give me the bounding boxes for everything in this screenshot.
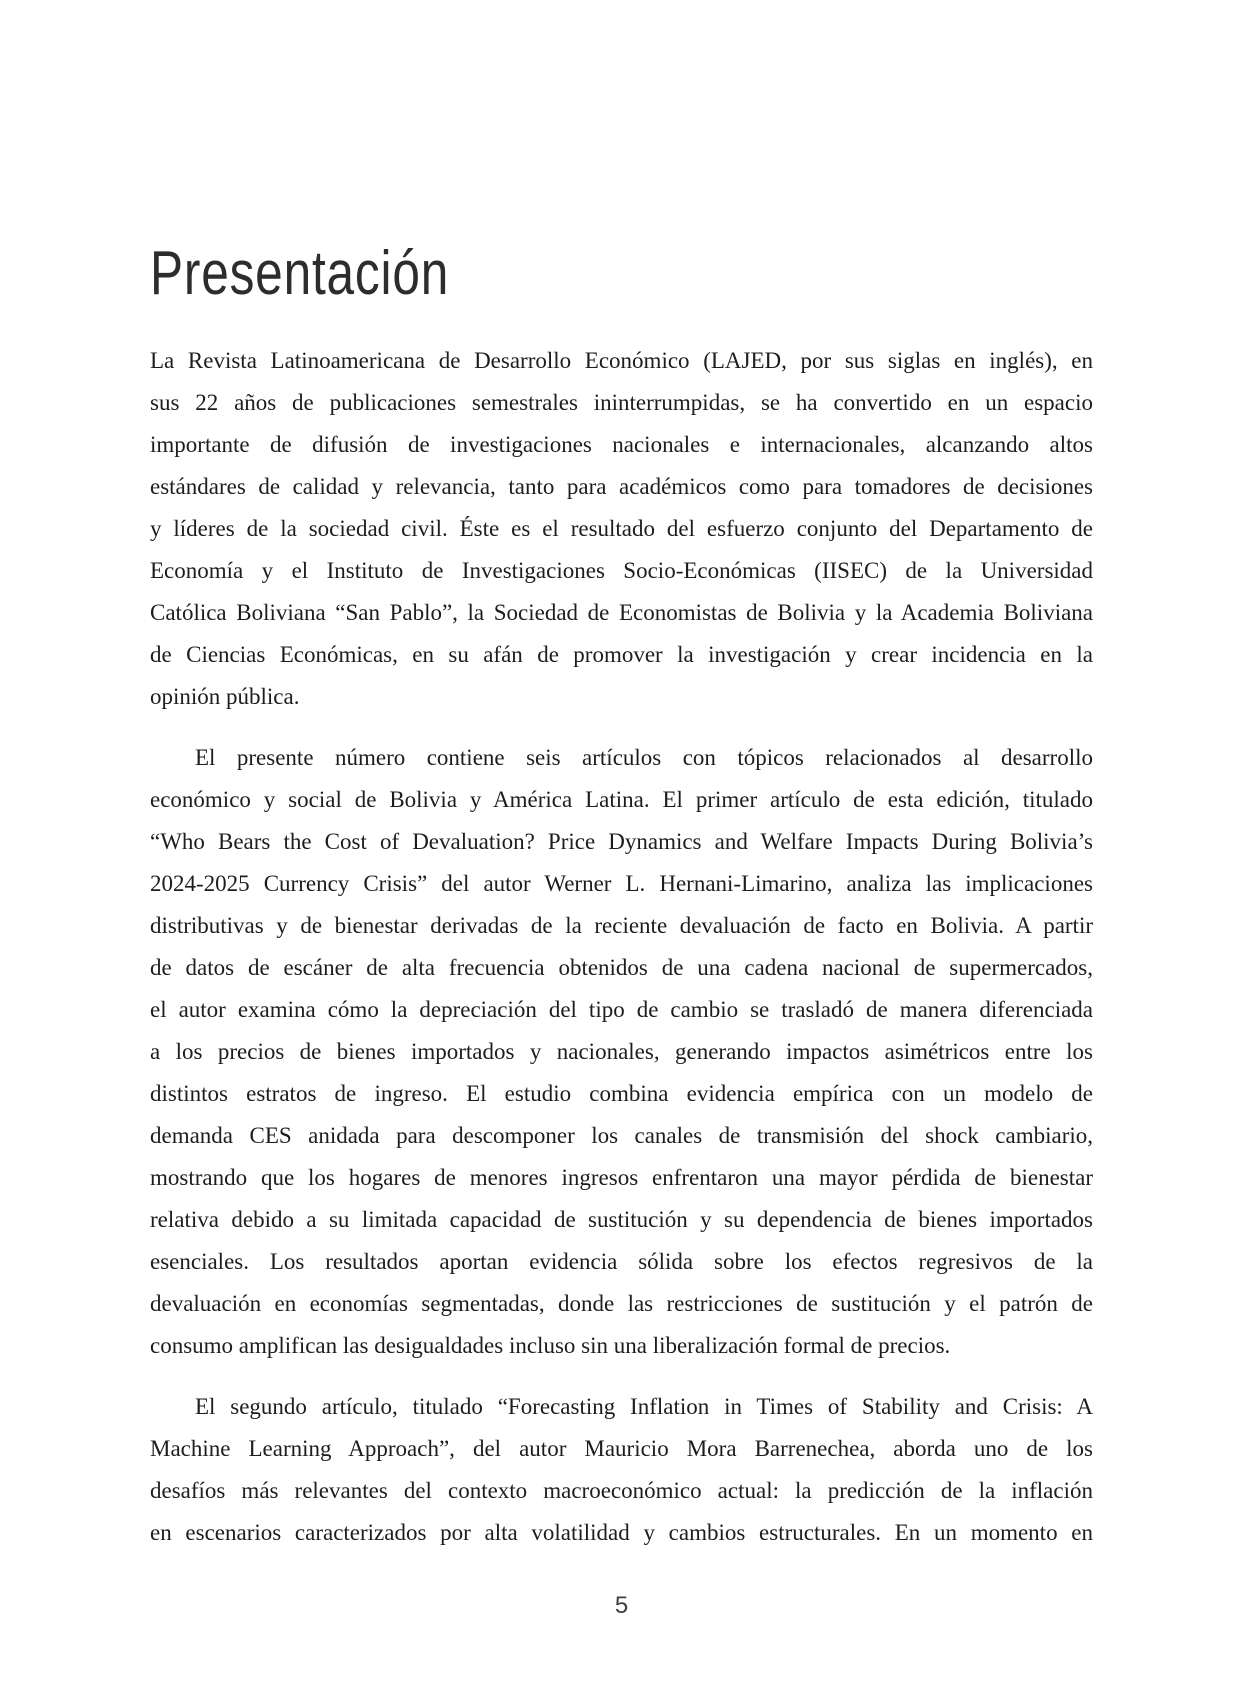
text-line: “Who Bears the Cost of Devaluation? Price Dynamics and Welfare Impacts During Bolivia’s <box>150 829 1093 854</box>
text-line: de datos de escáner de alta frecuencia obtenidos de una cadena nacional de supermercados, <box>150 955 1093 980</box>
text-body <box>150 340 1093 1573</box>
text-line: El segundo artículo, titulado “Forecasting Inflation in Times of Stability and Crisis: A <box>195 1394 1093 1419</box>
text-line: el autor examina cómo la depreciación del tipo de cambio se trasladó de manera diferenciada <box>150 997 1093 1022</box>
text-line: en escenarios caracterizados por alta volatilidad y cambios estructurales. En un momento en <box>150 1520 1093 1545</box>
page-number: 5 <box>614 1592 629 1619</box>
text-line: Economía y el Instituto de Investigaciones Socio-Económicas (IISEC) de la Universidad <box>150 558 1093 583</box>
text-line: esenciales. Los resultados aportan evidencia sólida sobre los efectos regresivos de la <box>150 1249 1093 1274</box>
text-line: mostrando que los hogares de menores ingresos enfrentaron una mayor pérdida de bienestar <box>150 1165 1093 1190</box>
text-line: sus 22 años de publicaciones semestrales ininterrumpidas, se ha convertido en un espacio <box>150 390 1093 415</box>
text-line: opinión pública. <box>150 684 300 709</box>
paragraph <box>150 737 1093 1367</box>
text-line: demanda CES anidada para descomponer los canales de transmisión del shock cambiario, <box>150 1123 1093 1148</box>
text-line: y líderes de la sociedad civil. Éste es el resultado del esfuerzo conjunto del Departamento de <box>150 516 1093 541</box>
text-line: Machine Learning Approach”, del autor Mauricio Mora Barrenechea, aborda uno de los <box>150 1436 1093 1461</box>
paragraph <box>150 340 1093 718</box>
text-line: a los precios de bienes importados y nacionales, generando impactos asimétricos entre los <box>150 1039 1093 1064</box>
text-line: distributivas y de bienestar derivadas de la reciente devaluación de facto en Bolivia. A partir <box>150 913 1093 938</box>
text-line: desafíos más relevantes del contexto macroeconómico actual: la predicción de la inflación <box>150 1478 1093 1503</box>
text-line: devaluación en economías segmentadas, donde las restricciones de sustitución y el patrón de <box>150 1291 1093 1316</box>
text-line: importante de difusión de investigaciones nacionales e internacionales, alcanzando altos <box>150 432 1093 457</box>
text-line: consumo amplifican las desigualdades incluso sin una liberalización formal de precios. <box>150 1333 951 1358</box>
text-line: de Ciencias Económicas, en su afán de promover la investigación y crear incidencia en la <box>150 642 1093 667</box>
page-title: Presentación <box>150 238 450 308</box>
text-line: relativa debido a su limitada capacidad de sustitución y su dependencia de bienes importados <box>150 1207 1093 1232</box>
paragraph <box>150 1386 1093 1554</box>
text-line: distintos estratos de ingreso. El estudio combina evidencia empírica con un modelo de <box>150 1081 1093 1106</box>
text-line: La Revista Latinoamericana de Desarrollo Económico (LAJED, por sus siglas en inglés), en <box>150 348 1093 373</box>
text-line: Católica Boliviana “San Pablo”, la Sociedad de Economistas de Bolivia y la Academia Boliviana <box>150 600 1093 625</box>
text-line: El presente número contiene seis artículos con tópicos relacionados al desarrollo <box>195 745 1093 770</box>
text-line: 2024-2025 Currency Crisis” del autor Werner L. Hernani-Limarino, analiza las implicaciones <box>150 871 1093 896</box>
text-line: económico y social de Bolivia y América Latina. El primer artículo de esta edición, titulado <box>150 787 1093 812</box>
text-line: estándares de calidad y relevancia, tanto para académicos como para tomadores de decisiones <box>150 474 1093 499</box>
